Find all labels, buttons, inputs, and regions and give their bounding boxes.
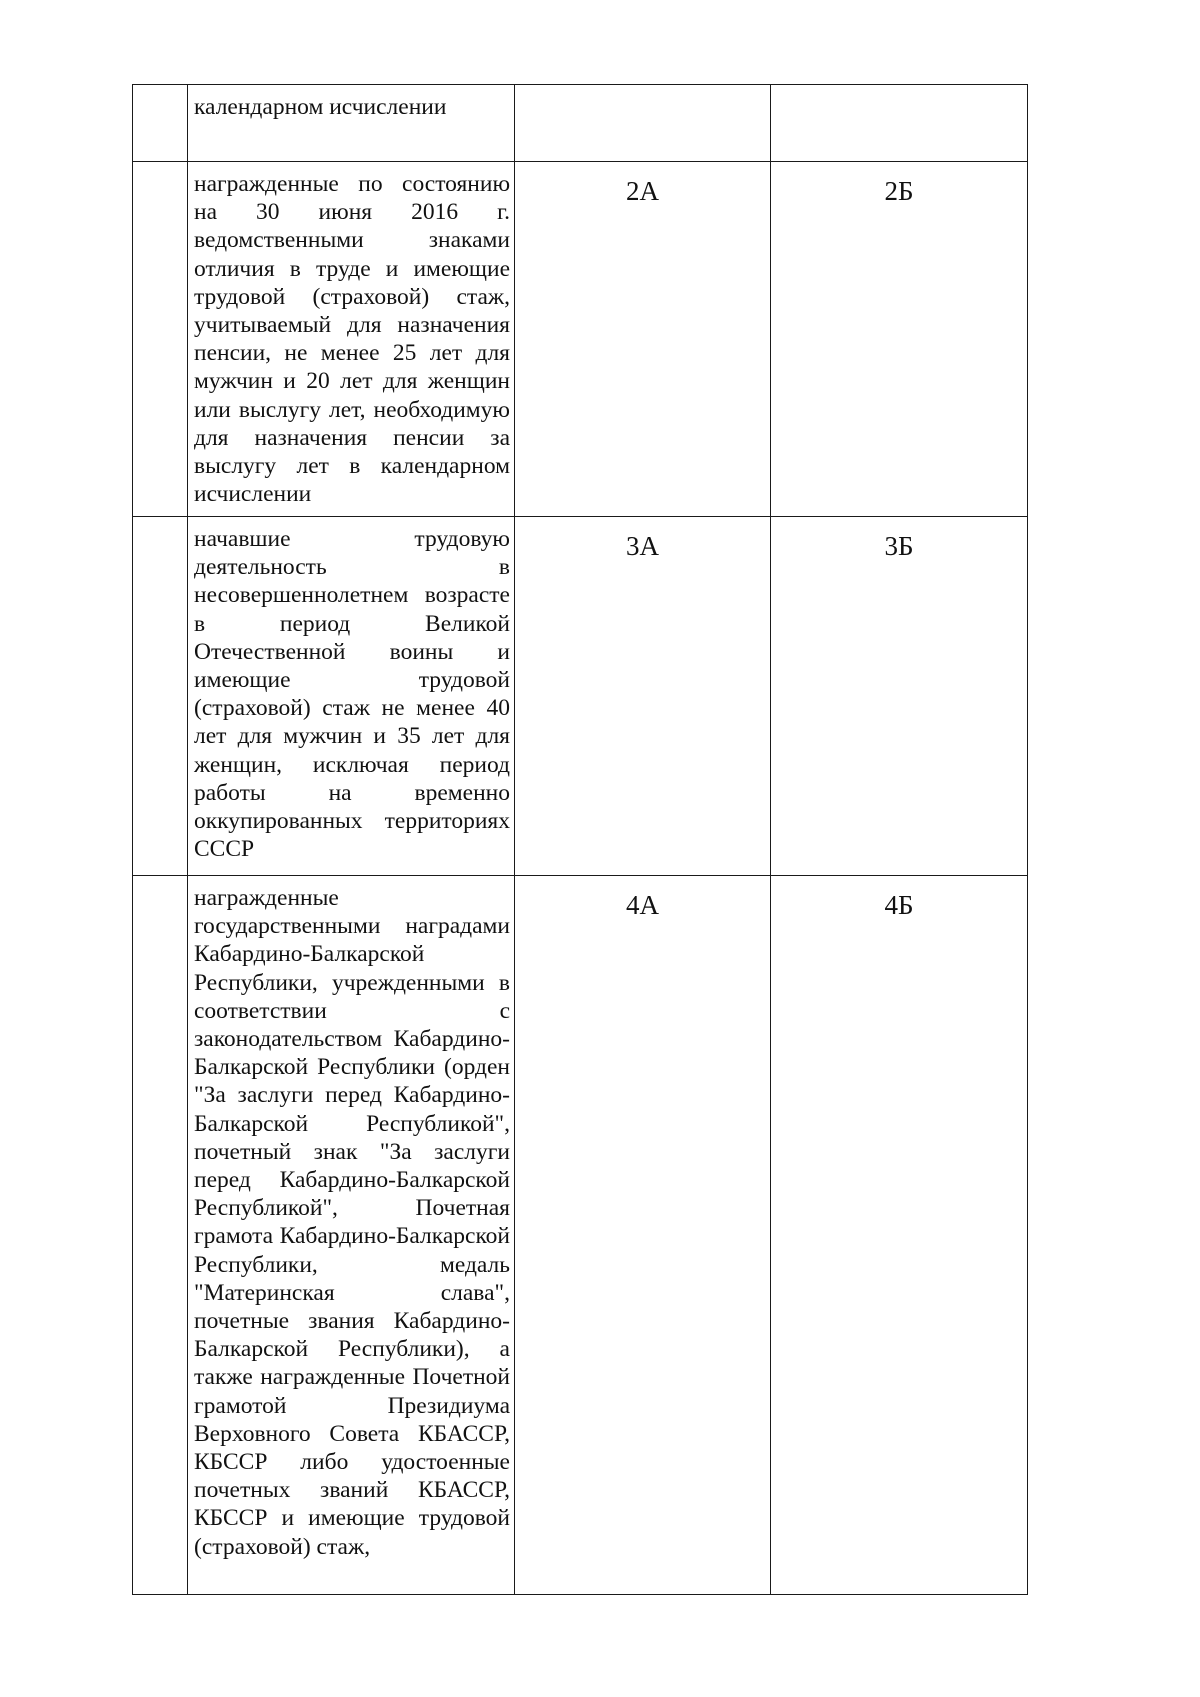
table-row (133, 517, 1028, 876)
code-b-cell (771, 876, 1028, 1595)
table-row (133, 162, 1028, 517)
code-a: 3А (626, 531, 659, 561)
code-a (515, 85, 770, 99)
row-number-cell (133, 517, 188, 876)
category-text: награжденные по состоянию на 30 июня 2016 г. ведомственными знаками отличия в труде и имеющие трудовой (страховой) стаж, учитываемый для назначения пенсии, не менее 25 лет для мужчин и 20 лет для женщин или выслугу лет, необходимую для назначения пенсии за выслугу лет в календарном исчислении (194, 171, 510, 508)
category-cell (188, 517, 515, 876)
code-a: 4А (626, 890, 659, 920)
category-cell (188, 876, 515, 1595)
code-b: 4Б (884, 890, 914, 920)
code-b: 2Б (884, 176, 914, 206)
code-a-cell (515, 876, 771, 1595)
category-cell (188, 85, 515, 162)
code-b (771, 85, 1027, 99)
code-b-cell (771, 517, 1028, 876)
code-b-cell (771, 85, 1028, 162)
category-text: награжденные государственными наградами Кабардино-Балкарской Республики, учрежденными в соответствии с законодательством Кабардино-Балкарской Республики (орден "За заслуги перед Кабардино-Балкарской Республикой", почетный знак "За заслуги перед Кабардино-Балкарской Республикой", Почетная грамота Кабардино-Балкарской Республики, медаль "Материнская слава", почетные звания Кабардино-Балкарской Республики), а также награжденные Почетной грамотой Президиума Верховного Совета КБАССР, КБССР либо удостоенные почетных званий КБАССР, КБССР и имеющие трудовой (страховой) стаж, (194, 885, 510, 1560)
code-a-cell (515, 162, 771, 517)
category-cell (188, 162, 515, 517)
table-row (133, 876, 1028, 1595)
code-a-cell (515, 85, 771, 162)
code-a: 2А (626, 176, 659, 206)
category-text: календарном исчислении (194, 94, 447, 120)
row-number-cell (133, 85, 188, 162)
table-row (133, 85, 1028, 162)
benefits-table (132, 84, 1028, 1595)
code-b-cell (771, 162, 1028, 517)
code-b: 3Б (884, 531, 914, 561)
code-a-cell (515, 517, 771, 876)
category-text: начавшие трудовую деятельность в несовершеннолетнем возрасте в период Великой Отечественной воины и имеющие трудовой (страховой) стаж не менее 40 лет для мужчин и 35 лет для женщин, исключая период работы на временно оккупированных территориях СССР (194, 526, 510, 863)
row-number-cell (133, 162, 188, 517)
row-number-cell (133, 876, 188, 1595)
